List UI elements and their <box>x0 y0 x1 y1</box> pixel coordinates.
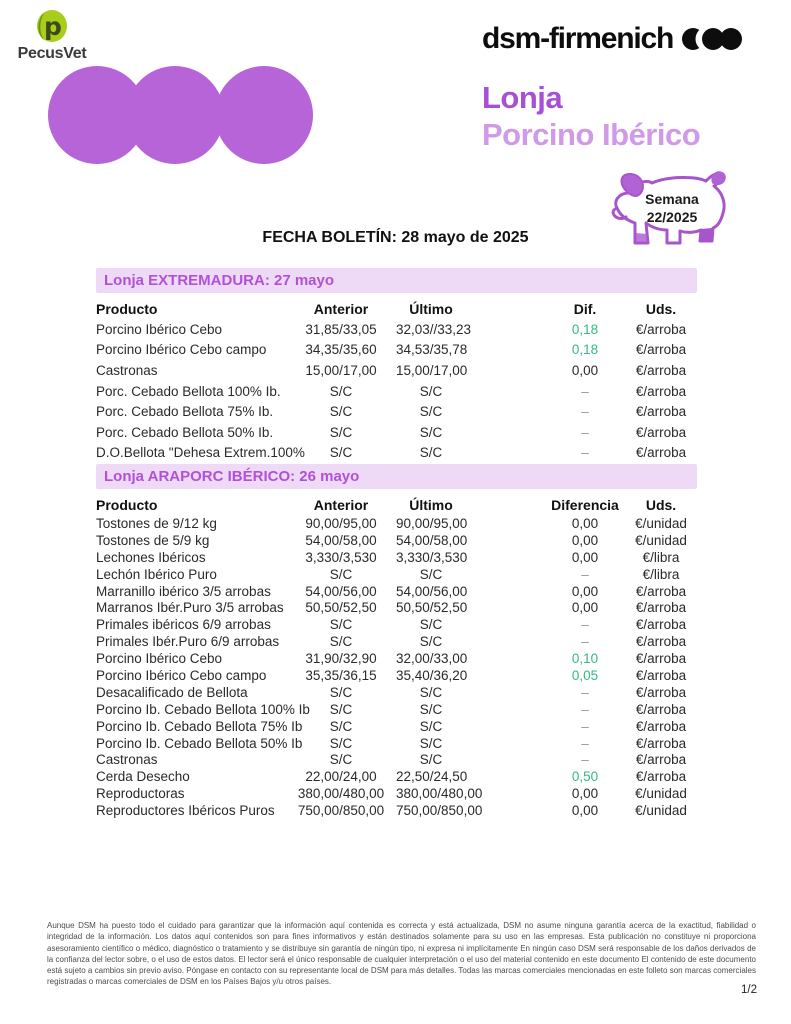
purple-circle <box>215 66 313 164</box>
cell-anterior: S/C <box>329 701 353 717</box>
cell-dif: 0,18 <box>571 321 599 337</box>
cell-uds: €/unidad <box>635 786 687 802</box>
cell-anterior: 750,00/850,00 <box>297 803 385 819</box>
cell-anterior: 31,90/32,90 <box>305 651 377 667</box>
table-row <box>96 340 697 361</box>
cell-producto: Porcino Ib. Cebado Bellota 50% Ib <box>96 735 303 751</box>
cell-anterior: 90,00/95,00 <box>305 515 377 531</box>
dsm-firmenich-logo <box>482 22 744 56</box>
table-row <box>96 599 697 616</box>
cell-uds: €/arroba <box>635 718 687 734</box>
cell-uds: €/arroba <box>635 634 687 650</box>
cell-uds: €/arroba <box>635 684 687 700</box>
cell-anterior: 54,00/58,00 <box>305 532 377 548</box>
cell-ultimo: S/C <box>419 752 443 768</box>
cell-uds: €/arroba <box>635 667 687 683</box>
cell-anterior: S/C <box>329 634 353 650</box>
cell-ultimo: 32,03//33,23 <box>396 321 472 337</box>
cell-anterior: S/C <box>329 383 353 399</box>
table-row <box>96 684 697 701</box>
cell-anterior: S/C <box>329 617 353 633</box>
cell-anterior: S/C <box>329 684 353 700</box>
cell-anterior: 35,35/36,15 <box>305 667 377 683</box>
cell-dif: – <box>581 383 589 399</box>
cell-dif: – <box>581 424 589 440</box>
table-row <box>96 515 697 532</box>
cell-ultimo: 34,53/35,78 <box>396 342 468 358</box>
cell-ultimo: 50,50/52,50 <box>396 600 468 616</box>
cell-uds: €/libra <box>642 566 680 582</box>
cell-anterior: S/C <box>329 718 353 734</box>
cell-dif: – <box>581 718 589 734</box>
cell-ultimo: 54,00/58,00 <box>396 532 468 548</box>
cell-producto: Marranos Ibér.Puro 3/5 arrobas <box>96 600 284 616</box>
cell-anterior: 15,00/17,00 <box>305 362 377 378</box>
table-body <box>96 319 697 463</box>
cell-anterior: S/C <box>329 445 353 461</box>
cell-producto: Porcino Ibérico Cebo <box>96 321 223 337</box>
table-title-banner <box>96 464 697 489</box>
cell-uds: €/arroba <box>635 383 687 399</box>
table-row <box>96 381 697 402</box>
cell-producto: Castronas <box>96 752 158 768</box>
title-lonja: Lonja <box>482 80 563 115</box>
cell-ultimo: S/C <box>419 617 443 633</box>
disclaimer-text: Aunque DSM ha puesto todo el cuidado para garantizar que la información aquí contenida es correcta y está actualizada, DSM no asume ninguna garantía acerca de la exactitud, fiabilidad o integridad de la información. Los datos aquí contenidos son para fines informativos y están destinados solamente para su uso en las empresas. Esta publicación no constituye ni proporciona asesoramiento científico o médico, diagnóstico o tratamiento y se distribuye sin garantía de ningún tipo, ni expresa ni implícitamente En ningún caso DSM será responsable de los daños derivados de la confianza del lector sobre, o el uso de estos datos. El lector será el único responsable de cualquier interpretación o el uso del material contenido en este documento El contenido de este documento está sujeto a cambios sin previo aviso. Póngase en contacto con su representante local de DSM para más detalles. Todas las marcas comerciales mencionadas en este folleto son marcas comerciales registradas o marcas comerciales de DSM en los Países Bajos y/u otros países. <box>47 921 756 987</box>
cell-uds: €/arroba <box>635 404 687 420</box>
cell-anterior: S/C <box>329 404 353 420</box>
th-producto: Producto <box>96 300 158 317</box>
cell-producto: D.O.Bellota "Dehesa Extrem.100% <box>96 445 305 461</box>
cell-ultimo: 750,00/850,00 <box>396 803 483 819</box>
th-anterior: Anterior <box>313 300 369 317</box>
table-title: Lonja EXTREMADURA: 27 mayo <box>104 272 335 289</box>
table-row <box>96 751 697 768</box>
cell-uds: €/unidad <box>635 532 687 548</box>
cell-dif: 0,50 <box>571 769 599 785</box>
table-row <box>96 566 697 583</box>
cell-ultimo: 22,50/24,50 <box>396 769 468 785</box>
cell-ultimo: S/C <box>419 424 443 440</box>
cell-dif: – <box>581 752 589 768</box>
cell-uds: €/arroba <box>635 342 687 358</box>
cell-producto: Castronas <box>96 362 158 378</box>
table-row <box>96 616 697 633</box>
cell-producto: Porcino Ibérico Cebo <box>96 651 223 667</box>
week-badge-text <box>622 190 722 226</box>
table-header-row <box>96 494 697 515</box>
th-anterior: Anterior <box>313 496 369 513</box>
cell-uds: €/arroba <box>635 701 687 717</box>
cell-dif: 0,00 <box>571 362 599 378</box>
cell-producto: Desacalificado de Bellota <box>96 684 248 700</box>
pecusvet-logo <box>12 8 92 63</box>
table-row <box>96 667 697 684</box>
cell-uds: €/arroba <box>635 362 687 378</box>
table-row <box>96 735 697 752</box>
table-header-row <box>96 298 697 319</box>
cell-dif: – <box>581 684 589 700</box>
table-row <box>96 718 697 735</box>
cell-uds: €/arroba <box>635 769 687 785</box>
cell-ultimo: S/C <box>419 735 443 751</box>
cell-producto: Porc. Cebado Bellota 75% Ib. <box>96 404 274 420</box>
cell-ultimo: S/C <box>419 383 443 399</box>
table-row <box>96 768 697 785</box>
cell-dif: 0,10 <box>571 651 599 667</box>
page-number: 1/2 <box>741 984 757 996</box>
table-row <box>96 360 697 381</box>
cell-dif: – <box>581 735 589 751</box>
lonja-extremadura-table <box>96 268 697 463</box>
cell-anterior: 380,00/480,00 <box>297 786 385 802</box>
cell-ultimo: 15,00/17,00 <box>396 362 468 378</box>
cell-producto: Porcino Ibérico Cebo campo <box>96 667 267 683</box>
cell-anterior: S/C <box>329 735 353 751</box>
cell-dif: 0,00 <box>571 549 599 565</box>
pecusvet-logo-text: PecusVet <box>17 45 87 62</box>
cell-producto: Porc. Cebado Bellota 100% Ib. <box>96 383 281 399</box>
cell-anterior: 31,85/33,05 <box>305 321 377 337</box>
th-uds: Uds. <box>645 496 677 513</box>
table-row <box>96 785 697 802</box>
cell-ultimo: S/C <box>419 445 443 461</box>
dsm-three-dots-icon <box>682 27 744 51</box>
cell-producto: Primales ibéricos 6/9 arrobas <box>96 617 271 633</box>
table-row <box>96 633 697 650</box>
table-row <box>96 583 697 600</box>
cell-dif: 0,05 <box>571 667 599 683</box>
cell-dif: – <box>581 701 589 717</box>
cell-producto: Tostones de 5/9 kg <box>96 532 210 548</box>
cell-ultimo: S/C <box>419 404 443 420</box>
cell-dif: 0,18 <box>571 342 599 358</box>
cell-uds: €/arroba <box>635 617 687 633</box>
cell-ultimo: 54,00/56,00 <box>396 583 468 599</box>
cell-uds: €/unidad <box>635 515 687 531</box>
cell-ultimo: 3,330/3,530 <box>396 549 468 565</box>
cell-anterior: S/C <box>329 752 353 768</box>
title-porcino-iberico: Porcino Ibérico <box>482 117 701 152</box>
th-ultimo: Último <box>409 300 453 317</box>
th-ultimo: Último <box>409 496 453 513</box>
cell-ultimo: S/C <box>419 566 443 582</box>
cell-anterior: S/C <box>329 424 353 440</box>
table-row <box>96 401 697 422</box>
cell-producto: Lechón Ibérico Puro <box>96 566 217 582</box>
cell-uds: €/unidad <box>635 803 687 819</box>
cell-dif: – <box>581 445 589 461</box>
cell-dif: – <box>581 634 589 650</box>
cell-ultimo: S/C <box>419 701 443 717</box>
table-row <box>96 443 697 464</box>
th-dif: Dif. <box>573 300 597 317</box>
cell-dif: 0,00 <box>571 803 599 819</box>
table-row <box>96 701 697 718</box>
cell-ultimo: S/C <box>419 634 443 650</box>
cell-uds: €/arroba <box>635 651 687 667</box>
th-uds: Uds. <box>645 300 677 317</box>
cell-dif: 0,00 <box>571 583 599 599</box>
cell-anterior: 34,35/35,60 <box>305 342 377 358</box>
table-title: Lonja ARAPORC IBÉRICO: 26 mayo <box>104 468 360 485</box>
cell-producto: Porcino Ib. Cebado Bellota 75% Ib <box>96 718 303 734</box>
cell-dif: 0,00 <box>571 786 599 802</box>
cell-anterior: 3,330/3,530 <box>305 549 377 565</box>
svg-text:p: p <box>44 12 62 41</box>
cell-anterior: 22,00/24,00 <box>305 769 377 785</box>
cell-uds: €/arroba <box>635 321 687 337</box>
pecusvet-p-icon <box>35 8 69 44</box>
cell-producto: Porcino Ibérico Cebo campo <box>96 342 267 358</box>
cell-uds: €/arroba <box>635 445 687 461</box>
cell-ultimo: S/C <box>419 718 443 734</box>
cell-anterior: 54,00/56,00 <box>305 583 377 599</box>
table-row <box>96 650 697 667</box>
table-row <box>96 802 697 819</box>
table-row <box>96 319 697 340</box>
bulletin-date: FECHA BOLETÍN: 28 mayo de 2025 <box>262 229 529 246</box>
cell-producto: Porcino Ib. Cebado Bellota 100% Ib <box>96 701 310 717</box>
cell-uds: €/libra <box>642 549 680 565</box>
cell-ultimo: 90,00/95,00 <box>396 515 468 531</box>
cell-uds: €/arroba <box>635 600 687 616</box>
dsm-firmenich-logo-text: dsm-firmenich <box>482 22 674 55</box>
week-number: 22/2025 <box>646 209 698 225</box>
week-label: Semana <box>645 191 699 207</box>
cell-producto: Marranillo ibérico 3/5 arrobas <box>96 583 271 599</box>
table-row <box>96 549 697 566</box>
cell-producto: Reproductores Ibéricos Puros <box>96 803 275 819</box>
cell-dif: 0,00 <box>571 532 599 548</box>
cell-producto: Cerda Desecho <box>96 769 190 785</box>
cell-producto: Lechones Ibéricos <box>96 549 206 565</box>
th-producto: Producto <box>96 496 158 513</box>
cell-dif: – <box>581 566 589 582</box>
th-diferencia: Diferencia <box>551 496 619 513</box>
cell-producto: Primales Ibér.Puro 6/9 arrobas <box>96 634 280 650</box>
cell-anterior: 50,50/52,50 <box>305 600 377 616</box>
purple-circle <box>126 66 224 164</box>
cell-uds: €/arroba <box>635 424 687 440</box>
cell-anterior: S/C <box>329 566 353 582</box>
cell-dif: 0,00 <box>571 600 599 616</box>
table-row <box>96 422 697 443</box>
table-body <box>96 515 697 819</box>
cell-dif: 0,00 <box>571 515 599 531</box>
cell-ultimo: 32,00/33,00 <box>396 651 468 667</box>
cell-producto: Tostones de 9/12 kg <box>96 515 217 531</box>
cell-dif: – <box>581 617 589 633</box>
cell-ultimo: 380,00/480,00 <box>396 786 483 802</box>
cell-ultimo: 35,40/36,20 <box>396 667 468 683</box>
cell-producto: Porc. Cebado Bellota 50% Ib. <box>96 424 274 440</box>
cell-ultimo: S/C <box>419 684 443 700</box>
table-row <box>96 532 697 549</box>
table-title-banner <box>96 268 697 293</box>
cell-uds: €/arroba <box>635 735 687 751</box>
cell-producto: Reproductoras <box>96 786 185 802</box>
cell-uds: €/arroba <box>635 583 687 599</box>
cell-uds: €/arroba <box>635 752 687 768</box>
cell-dif: – <box>581 404 589 420</box>
lonja-araporc-table <box>96 464 697 819</box>
